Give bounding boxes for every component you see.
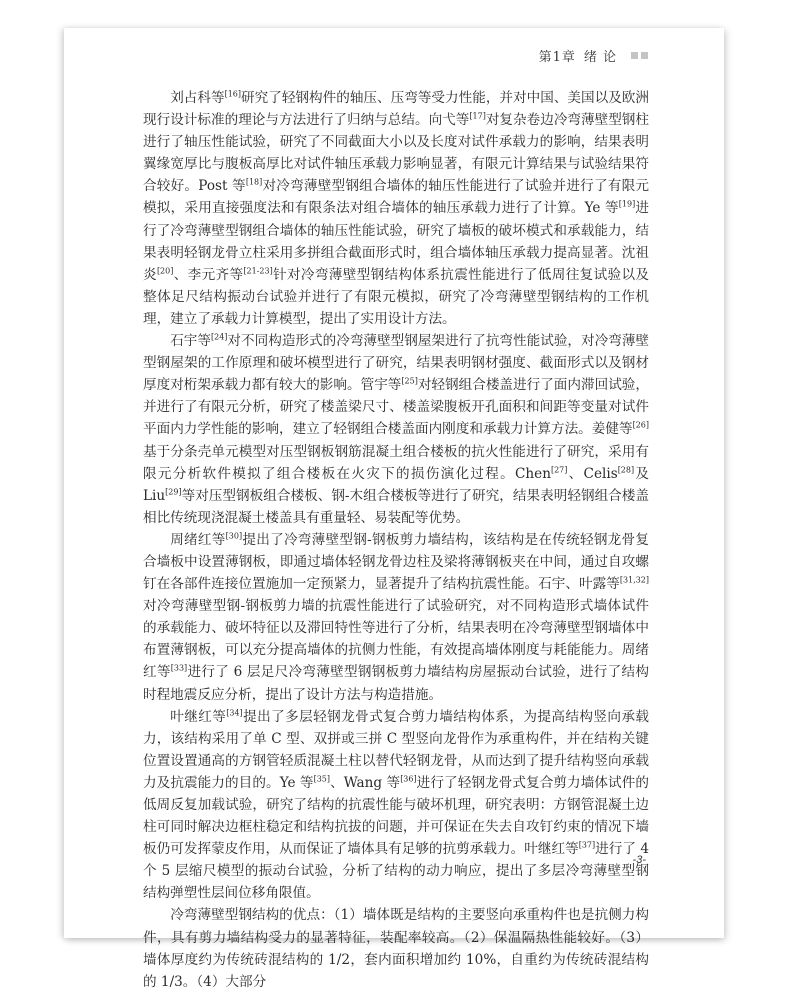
paragraph: 石宇等[24]对不同构造形式的冷弯薄壁型钢屋架进行了抗弯性能试验，对冷弯薄壁型钢屋架的工作原理和破坏模型进行了研究，结果表明钢材强度、截面形式以及钢材厚度对桁架承载力都有较大的影响。管宇等[25]对轻钢组合楼盖进行了面内滞回试验，并进行了有限元分析，研究了楼盖梁尺寸、楼盖梁腹板开孔面积和间距等变量对试件平面内力学性能的影响，建立了轻钢组合楼盖面内刚度和承载力计算方法。姜健等[26]基于分条壳单元模型对压型钢板钢筋混凝土组合楼板的抗火性能进行了研究，采用有限元分析软件模拟了组合楼板在火灾下的损伤演化过程。Chen[27]、Celis[28]及 Liu[29]等对压型钢板组合楼板、钢-木组合楼板等进行了研究，结果表明轻钢组合楼盖相比传统现浇混凝土楼盖具有重量轻、易装配等优势。 — [143, 332, 650, 526]
citation-ref: [18] — [245, 177, 263, 187]
body-text — [143, 87, 649, 993]
citation-ref: [35] — [313, 774, 331, 784]
paragraph: 冷弯薄壁型钢结构的优点：（1）墙体既是结构的主要竖向承重构件也是抗侧力构件，具有剪力墙结构受力的显著特征，装配率较高。（2）保温隔热性能较好。（3）墙体厚度约为传统砖混结构的 1/2，套内面积增加约 10%，自重约为传统砖混结构的 1/3。（4）大部分 — [143, 907, 649, 990]
citation-ref: [33] — [170, 663, 188, 673]
header-square-icon — [631, 52, 638, 59]
citation-ref: [19] — [618, 199, 636, 209]
citation-ref: [24] — [211, 332, 228, 342]
citation-ref: [16] — [224, 89, 242, 99]
citation-ref: [27] — [550, 465, 568, 475]
document-page — [64, 28, 724, 990]
paragraph: 刘占科等[16]研究了轻钢构件的轴压、压弯等受力性能，并对中国、美国以及欧洲现行设计标准的理论与方法进行了归纳与总结。向弋等[17]对复杂卷边冷弯薄壁型钢柱进行了轴压性能试验，研究了不同截面大小以及长度对试件承载力的影响，结果表明翼缘宽厚比与腹板高厚比对试件轴压承载力影响显著，有限元计算结果与试验结果符合较好。Post 等[18]对冷弯薄壁型钢组合墙体的轴压性能进行了试验并进行了有限元模拟，采用直接强度法和有限条法对组合墙体的轴压承载力进行了计算。Ye 等[19]进行了冷弯薄壁型钢组合墙体的轴压性能试验，研究了墙板的破坏模式和承载能力，结果表明轻钢龙骨立柱采用多拼组合截面形式时，组合墙体轴压承载力提高显著。沈祖炎[20]、李元齐等[21-23]针对冷弯薄壁型钢结构体系抗震性能进行了低周往复试验以及整体足尺结构振动台试验并进行了有限元模拟，研究了冷弯薄壁型钢结构的工作机理，建立了承载力计算模型，提出了实用设计方法。 — [143, 89, 650, 327]
citation-ref: [17] — [469, 111, 486, 121]
citation-ref: [20] — [156, 266, 174, 276]
citation-ref: [31,32] — [619, 575, 649, 585]
header-square-icon — [641, 52, 648, 59]
running-header — [539, 46, 648, 65]
chapter-title: 绪 论 — [583, 50, 617, 65]
citation-ref: [28] — [617, 465, 635, 475]
citation-ref: [29] — [165, 487, 182, 497]
citation-ref: [30] — [225, 531, 243, 541]
citation-ref: [37] — [578, 840, 596, 850]
page-number: -3- — [632, 854, 646, 866]
paragraph: 周绪红等[30]提出了冷弯薄壁型钢-钢板剪力墙结构，该结构是在传统轻钢龙骨复合墙板中设置薄钢板，即通过墙体轻钢龙骨边柱及梁将薄钢板夹在中间，通过自攻螺钉在各部件连接位置施加一定预紧力，显著提升了结构抗震性能。石宇、叶露等[31,32]对冷弯薄壁型钢-钢板剪力墙的抗震性能进行了试验研究，对不同构造形式墙体试件的承载能力、破坏特征以及滞回特性等进行了分析，结果表明在冷弯薄壁型钢墙体中布置薄钢板，可以充分提高墙体的抗侧力性能，有效提高墙体刚度与耗能能力。周绪红等[33]进行了 6 层足尺冷弯薄壁型钢钢板剪力墙结构房屋振动台试验，进行了结构时程地震反应分析，提出了设计方法与构造措施。 — [143, 531, 650, 703]
paragraph: 叶继红等[34]提出了多层轻钢龙骨式复合剪力墙结构体系，为提高结构竖向承载力，该结构采用了单 C 型、双拼或三拼 C 型竖向龙骨作为承重构件，并在结构关键位置设置通高的方钢管轻质混凝土柱以替代轻钢龙骨，从而达到了提升结构竖向承载力及抗震能力的目的。Ye 等[35]、Wang 等[36]进行了轻钢龙骨式复合剪力墙体试件的低周反复加载试验，研究了结构的抗震性能与破坏机理，研究表明：方钢管混凝土边柱可同时解决边框柱稳定和结构抗拔的问题，并可保证在失去自攻钉约束的情况下墙板仍可发挥蒙皮作用，从而保证了墙体具有足够的抗剪承载力。叶继红等[37]进行了 4 个 5 层缩尺模型的振动台试验，分析了结构的动力响应，提出了多层冷弯薄壁型钢结构弹塑性层间位移角限值。 — [143, 708, 650, 902]
chapter-number: 第1章 — [538, 50, 576, 65]
citation-ref: [26] — [632, 420, 649, 430]
citation-ref: [34] — [226, 708, 243, 718]
citation-ref: [21-23] — [243, 266, 273, 276]
citation-ref: [25] — [401, 376, 418, 386]
citation-ref: [36] — [400, 774, 417, 784]
